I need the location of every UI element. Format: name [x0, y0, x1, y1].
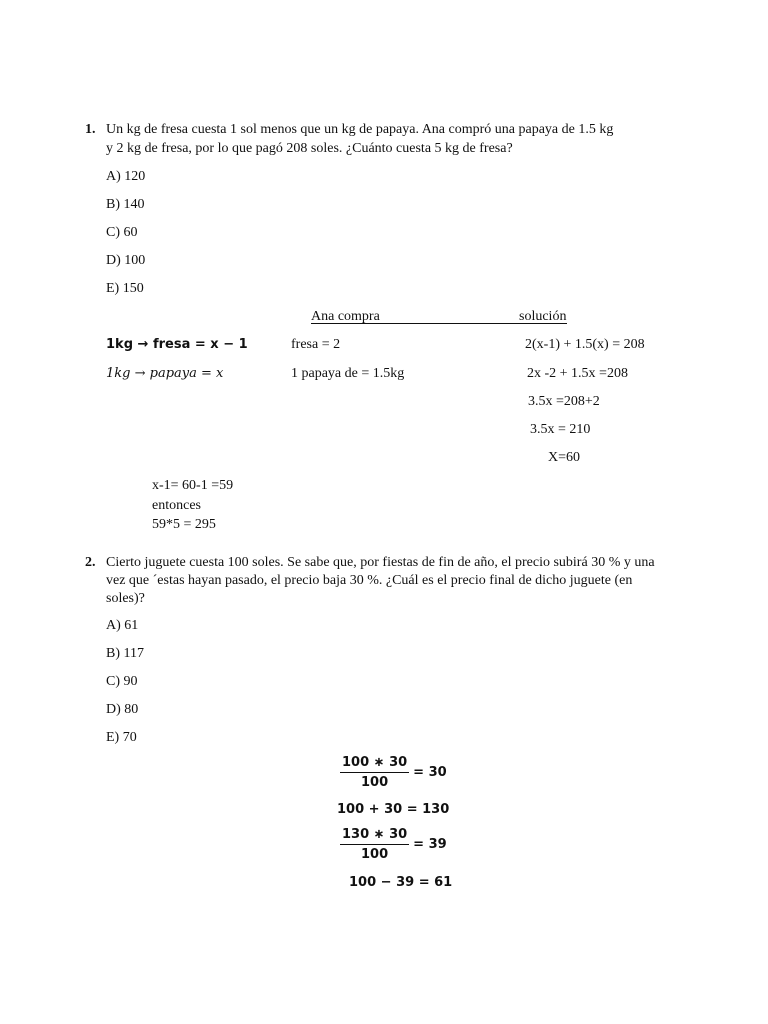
q1-ana-fresa: fresa = 2: [291, 337, 341, 352]
q1-definition-fresa: 1kg → fresa = x − 1: [106, 337, 248, 352]
q1-after-line-2: entonces: [152, 498, 201, 513]
q2-calc-3-result: = 39: [413, 837, 447, 852]
q1-after-line-3: 59*5 = 295: [152, 517, 216, 532]
question-2-number: 2.: [85, 555, 96, 570]
q1-solution-step-4: 3.5x = 210: [530, 422, 591, 437]
q1-solution-step-2: 2x -2 + 1.5x =208: [527, 366, 628, 381]
q2-option-c: C) 90: [106, 674, 138, 689]
q2-calc-2: 100 + 30 = 130: [337, 802, 450, 817]
question-1-number: 1.: [85, 122, 96, 137]
question-1-text-line1: Un kg de fresa cuesta 1 sol menos que un kg de papaya. Ana compró una papaya de 1.5 kg: [106, 122, 614, 137]
q2-calc-fraction-1: [340, 755, 447, 790]
q2-calc-1-result: = 30: [413, 765, 447, 780]
q2-option-b: B) 117: [106, 646, 144, 661]
q2-option-d: D) 80: [106, 702, 139, 717]
q1-option-a: A) 120: [106, 169, 146, 184]
q2-calc-1-numerator: 100 ∗ 30: [340, 755, 409, 773]
question-1-text-line2: y 2 kg de fresa, por lo que pagó 208 soles. ¿Cuánto cuesta 5 kg de fresa?: [106, 141, 513, 156]
q2-calc-3-numerator: 130 ∗ 30: [340, 827, 409, 845]
q1-header-ana-compra: Ana compra: [311, 309, 380, 324]
q1-solution-step-3: 3.5x =208+2: [528, 394, 600, 409]
q2-calc-3-denominator: 100: [361, 847, 389, 862]
q2-option-a: A) 61: [106, 618, 139, 633]
q1-option-c: C) 60: [106, 225, 138, 240]
question-2-text-line2: vez que ´estas hayan pasado, el precio baja 30 %. ¿Cuál es el precio final de dicho juguete (en: [106, 573, 633, 588]
q2-calc-4: 100 − 39 = 61: [349, 875, 453, 890]
q2-option-e: E) 70: [106, 730, 137, 745]
q1-after-line-1: x-1= 60-1 =59: [152, 478, 234, 493]
q1-option-e: E) 150: [106, 281, 144, 296]
question-2-text-line3: soles)?: [106, 591, 145, 606]
q1-option-d: D) 100: [106, 253, 146, 268]
q2-calc-fraction-3: [340, 827, 447, 862]
q1-header-solucion: solución: [519, 309, 567, 324]
q1-solution-step-1: 2(x-1) + 1.5(x) = 208: [525, 337, 645, 352]
q1-definition-papaya: 1kg → papaya = x: [106, 366, 224, 381]
q1-ana-papaya: 1 papaya de = 1.5kg: [291, 366, 405, 381]
q2-calc-1-denominator: 100: [361, 775, 389, 790]
q1-solution-step-5: X=60: [548, 450, 581, 465]
q1-option-b: B) 140: [106, 197, 145, 212]
question-2-text-line1: Cierto juguete cuesta 100 soles. Se sabe que, por fiestas de fin de año, el precio subirá 30 % y una: [106, 555, 655, 570]
